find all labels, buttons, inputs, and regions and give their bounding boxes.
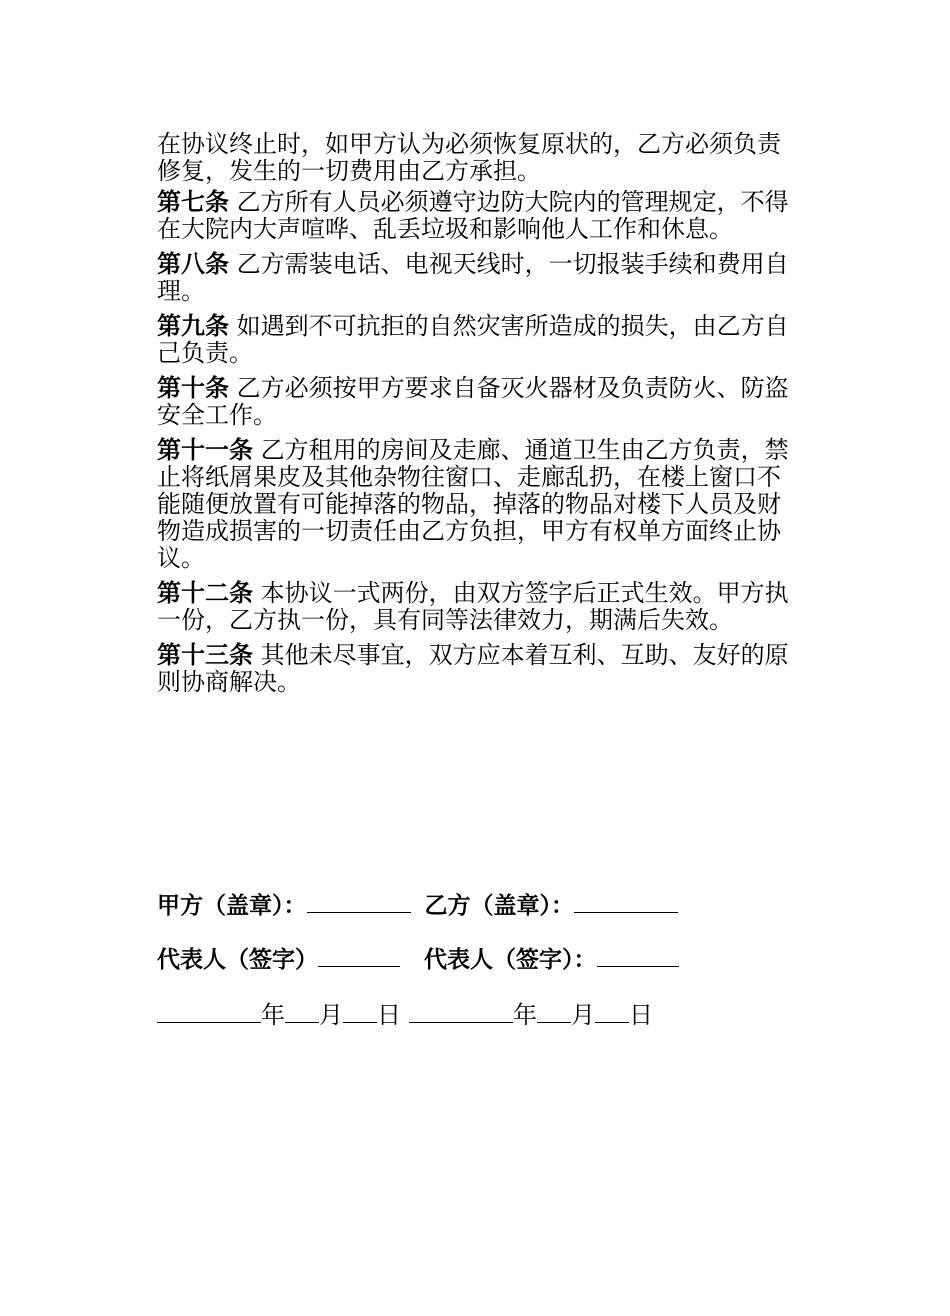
party-b-month-blank[interactable] <box>537 1000 571 1023</box>
party-a-rep-blank[interactable] <box>318 944 400 967</box>
party-b-rep-blank[interactable] <box>597 944 679 967</box>
party-b-seal-blank[interactable] <box>574 890 678 913</box>
article-text: 乙方需装电话、电视天线时，一切报装手续和费用自理。 <box>157 250 789 305</box>
article-number: 第十三条 <box>157 641 253 669</box>
article-text: 如遇到不可抗拒的自然灾害所造成的损失，由乙方自己负责。 <box>157 312 789 367</box>
paragraph-termination-restore <box>157 131 797 185</box>
article-number: 第八条 <box>157 250 229 278</box>
party-a-seal-blank[interactable] <box>307 890 411 913</box>
month-label: 月 <box>319 1001 343 1029</box>
representative-row <box>157 941 679 974</box>
article-text: 乙方租用的房间及走廊、通道卫生由乙方负责，禁止将纸屑果皮及其他杂物往窗口、走廊乱扔，在楼上窗口不能随便放置有可能掉落的物品，掉落的物品对楼下人员及财物造成损害的一切责任由乙方负担，甲方有权单方面终止协议。 <box>157 436 789 572</box>
seal-row <box>157 887 678 920</box>
year-label: 年 <box>261 1001 285 1029</box>
party-b-rep-label: 代表人（签字）： <box>424 947 597 973</box>
article-number: 第十条 <box>157 374 229 402</box>
article-12 <box>157 580 797 634</box>
article-13 <box>157 642 797 696</box>
month-label: 月 <box>571 1001 595 1029</box>
article-7 <box>157 189 797 243</box>
paragraph-text: 在协议终止时，如甲方认为必须恢复原状的，乙方必须负责修复，发生的一切费用由乙方承担。 <box>157 130 781 185</box>
article-text: 乙方所有人员必须遵守边防大院内的管理规定，不得在大院内大声喧哗、乱丢垃圾和影响他人工作和休息。 <box>157 188 789 243</box>
contract-body <box>157 131 797 704</box>
article-number: 第十二条 <box>157 579 253 607</box>
date-row <box>157 995 653 1030</box>
party-b-seal-label: 乙方（盖章）： <box>424 893 574 919</box>
article-9 <box>157 313 797 367</box>
party-b-year-blank[interactable] <box>409 1000 513 1023</box>
article-text: 乙方必须按甲方要求自备灭火器材及负责防火、防盗安全工作。 <box>157 374 789 429</box>
party-a-month-blank[interactable] <box>285 1000 319 1023</box>
article-number: 第七条 <box>157 188 229 216</box>
article-number: 第九条 <box>157 312 229 340</box>
article-text: 本协议一式两份，由双方签字后正式生效。甲方执一份，乙方执一份，具有同等法律效力，期满后失效。 <box>157 579 789 634</box>
party-a-day-blank[interactable] <box>343 1000 377 1023</box>
day-label: 日 <box>377 1001 401 1029</box>
year-label: 年 <box>513 1001 537 1029</box>
party-a-seal-label: 甲方（盖章）： <box>157 893 307 919</box>
article-11 <box>157 437 797 572</box>
party-a-rep-label: 代表人（签字） <box>157 947 318 973</box>
article-8 <box>157 251 797 305</box>
day-label: 日 <box>629 1001 653 1029</box>
article-10 <box>157 375 797 429</box>
party-b-day-blank[interactable] <box>595 1000 629 1023</box>
article-text: 其他未尽事宜，双方应本着互利、互助、友好的原则协商解决。 <box>157 641 789 696</box>
article-number: 第十一条 <box>157 436 253 464</box>
party-a-year-blank[interactable] <box>157 1000 261 1023</box>
